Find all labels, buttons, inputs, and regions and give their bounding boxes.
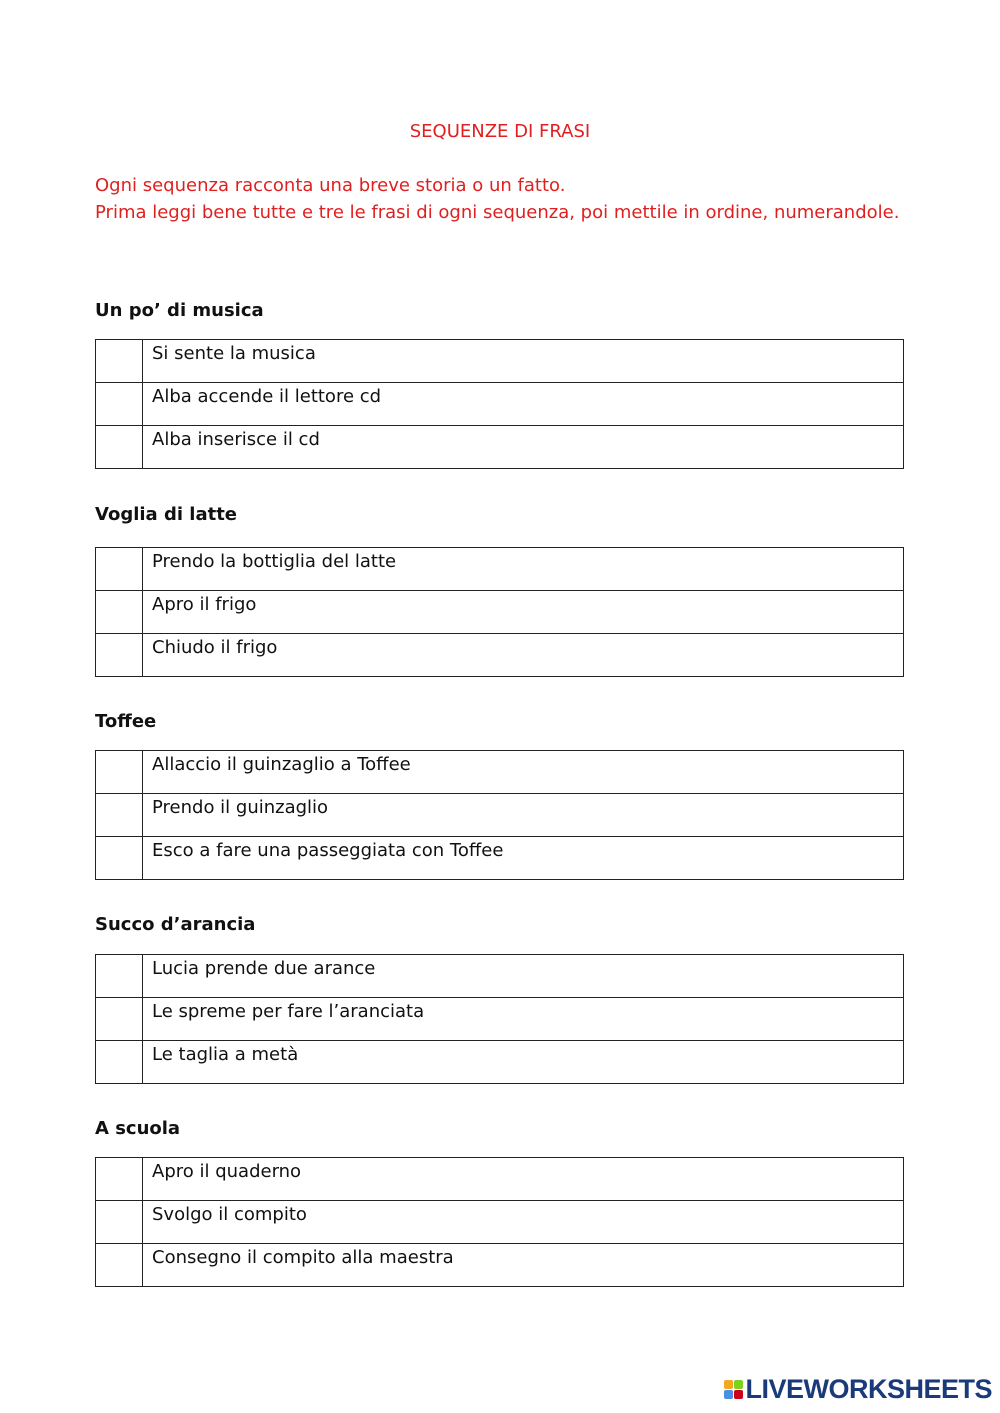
order-input[interactable] — [96, 794, 142, 835]
sequence-table — [95, 954, 904, 1084]
logo-mark-icon — [724, 1380, 743, 1399]
number-cell[interactable] — [96, 383, 143, 426]
sequence-table — [95, 547, 904, 677]
table-row — [96, 383, 904, 426]
order-input[interactable] — [96, 1158, 142, 1199]
sentence-cell: Le taglia a metà — [143, 1041, 904, 1084]
sentence-cell: Lucia prende due arance — [143, 955, 904, 998]
table-row — [96, 998, 904, 1041]
sentence-cell: Le spreme per fare l’aranciata — [143, 998, 904, 1041]
sentence-cell: Alba inserisce il cd — [143, 426, 904, 469]
sentence-cell: Alba accende il lettore cd — [143, 383, 904, 426]
page-title: SEQUENZE DI FRASI — [409, 121, 591, 142]
sentence-cell: Esco a fare una passeggiata con Toffee — [143, 837, 904, 880]
order-input[interactable] — [96, 1244, 142, 1285]
order-input[interactable] — [96, 1201, 142, 1242]
instruction-line: Prima leggi bene tutte e tre le frasi di ogni sequenza, poi mettile in ordine, numerandole. — [95, 202, 900, 223]
table-row — [96, 1201, 904, 1244]
number-cell[interactable] — [96, 1158, 143, 1201]
order-input[interactable] — [96, 1041, 142, 1082]
logo-square — [734, 1380, 743, 1389]
order-input[interactable] — [96, 426, 142, 467]
table-row — [96, 591, 904, 634]
logo-square — [724, 1390, 733, 1399]
sentence-cell: Allaccio il guinzaglio a Toffee — [143, 751, 904, 794]
order-input[interactable] — [96, 837, 142, 878]
section-title: A scuola — [95, 1118, 181, 1139]
table-row — [96, 634, 904, 677]
number-cell[interactable] — [96, 591, 143, 634]
sentence-cell: Prendo la bottiglia del latte — [143, 548, 904, 591]
number-cell[interactable] — [96, 548, 143, 591]
number-cell[interactable] — [96, 751, 143, 794]
sentence-cell: Apro il frigo — [143, 591, 904, 634]
liveworksheets-logo — [724, 1374, 992, 1405]
table-row — [96, 955, 904, 998]
order-input[interactable] — [96, 634, 142, 675]
instruction-line: Ogni sequenza racconta una breve storia o un fatto. — [95, 175, 566, 196]
order-input[interactable] — [96, 751, 142, 792]
number-cell[interactable] — [96, 955, 143, 998]
section-title: Toffee — [95, 711, 157, 732]
number-cell[interactable] — [96, 837, 143, 880]
order-input[interactable] — [96, 591, 142, 632]
sequence-table — [95, 1157, 904, 1287]
table-row — [96, 426, 904, 469]
order-input[interactable] — [96, 998, 142, 1039]
order-input[interactable] — [96, 383, 142, 424]
table-row — [96, 1041, 904, 1084]
sequence-table — [95, 339, 904, 469]
table-row — [96, 548, 904, 591]
table-row — [96, 794, 904, 837]
sentence-cell: Svolgo il compito — [143, 1201, 904, 1244]
number-cell[interactable] — [96, 794, 143, 837]
instructions — [95, 172, 904, 226]
table-row — [96, 1244, 904, 1287]
number-cell[interactable] — [96, 1244, 143, 1287]
sentence-cell: Apro il quaderno — [143, 1158, 904, 1201]
sentence-cell: Consegno il compito alla maestra — [143, 1244, 904, 1287]
logo-square — [734, 1390, 743, 1399]
logo-square — [724, 1380, 733, 1389]
table-row — [96, 340, 904, 383]
section-title: Succo d’arancia — [95, 914, 256, 935]
order-input[interactable] — [96, 340, 142, 381]
sentence-cell: Si sente la musica — [143, 340, 904, 383]
order-input[interactable] — [96, 955, 142, 996]
number-cell[interactable] — [96, 426, 143, 469]
table-row — [96, 1158, 904, 1201]
number-cell[interactable] — [96, 340, 143, 383]
sentence-cell: Chiudo il frigo — [143, 634, 904, 677]
order-input[interactable] — [96, 548, 142, 589]
number-cell[interactable] — [96, 1041, 143, 1084]
number-cell[interactable] — [96, 1201, 143, 1244]
table-row — [96, 837, 904, 880]
number-cell[interactable] — [96, 998, 143, 1041]
section-title: Voglia di latte — [95, 504, 238, 525]
sentence-cell: Prendo il guinzaglio — [143, 794, 904, 837]
sequence-table — [95, 750, 904, 880]
logo-text: LIVEWORKSHEETS — [745, 1374, 992, 1404]
table-row — [96, 751, 904, 794]
number-cell[interactable] — [96, 634, 143, 677]
section-title: Un po’ di musica — [95, 300, 264, 321]
